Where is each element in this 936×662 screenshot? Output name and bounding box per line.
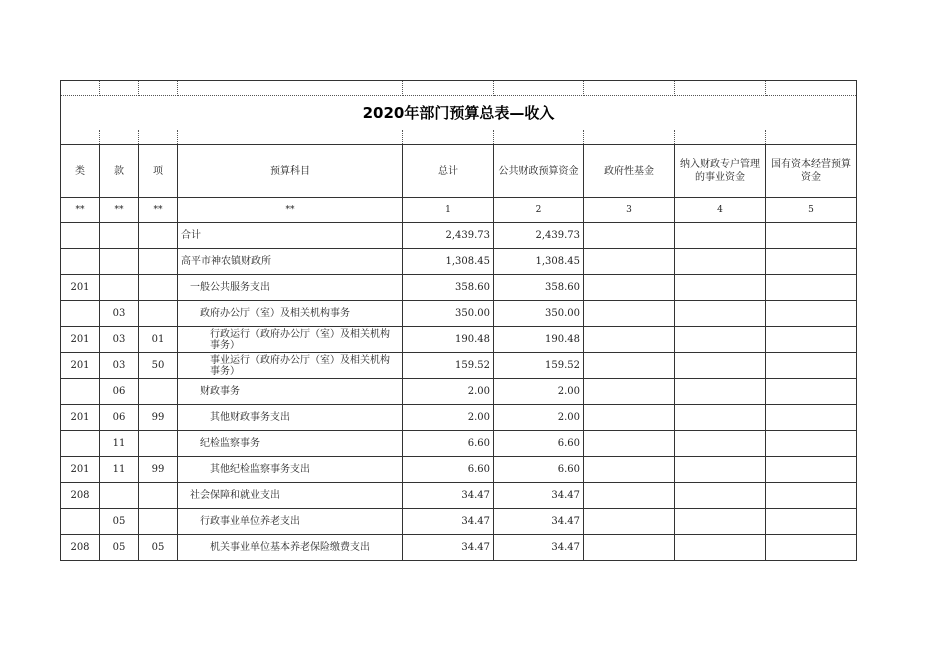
cell-public-budget: 2.00: [494, 405, 584, 431]
table-row: [61, 405, 857, 431]
cell-total: 2,439.73: [403, 223, 494, 249]
cell-state-capital: [766, 249, 857, 275]
cell-subject: 纪检监察事务: [178, 431, 403, 457]
header-public-budget: 公共财政预算资金: [494, 145, 584, 198]
cell-subject: 高平市神农镇财政所: [178, 249, 403, 275]
cell-lei: [61, 379, 100, 405]
cell-xiang: 99: [139, 457, 178, 483]
cell-state-capital: [766, 483, 857, 509]
num-gov-fund: 3: [584, 198, 675, 223]
cell-state-capital: [766, 379, 857, 405]
num-lei: **: [61, 198, 100, 223]
cell-special-fund: [675, 509, 766, 535]
cell-public-budget: 6.60: [494, 457, 584, 483]
cell-lei: [61, 223, 100, 249]
cell-xiang: [139, 301, 178, 327]
cell-xiang: [139, 275, 178, 301]
sheet-title: 2020年部门预算总表—收入: [61, 96, 857, 131]
cell-state-capital: [766, 223, 857, 249]
cell-gov-fund: [584, 249, 675, 275]
cell-public-budget: 190.48: [494, 327, 584, 353]
cell-gov-fund: [584, 275, 675, 301]
cell-state-capital: [766, 509, 857, 535]
cell-public-budget: 358.60: [494, 275, 584, 301]
cell-kuan: 11: [100, 457, 139, 483]
cell-lei: 201: [61, 353, 100, 379]
budget-sheet: [60, 80, 856, 561]
cell-gov-fund: [584, 405, 675, 431]
cell-state-capital: [766, 535, 857, 561]
cell-kuan: [100, 483, 139, 509]
cell-state-capital: [766, 457, 857, 483]
cell-kuan: 06: [100, 405, 139, 431]
cell-subject: 行政运行（政府办公厅（室）及相关机构事务）: [178, 327, 403, 353]
cell-kuan: 03: [100, 353, 139, 379]
header-row: [61, 145, 857, 198]
numbering-row: [61, 198, 857, 223]
cell-total: 1,308.45: [403, 249, 494, 275]
cell-special-fund: [675, 223, 766, 249]
cell-total: 190.48: [403, 327, 494, 353]
cell-lei: 208: [61, 535, 100, 561]
cell-gov-fund: [584, 509, 675, 535]
cell-lei: [61, 301, 100, 327]
cell-subject: 其他财政事务支出: [178, 405, 403, 431]
title-row: [61, 96, 857, 131]
cell-special-fund: [675, 431, 766, 457]
cell-gov-fund: [584, 301, 675, 327]
cell-total: 2.00: [403, 379, 494, 405]
table-row: [61, 457, 857, 483]
cell-special-fund: [675, 301, 766, 327]
cell-subject: 社会保障和就业支出: [178, 483, 403, 509]
table-row: [61, 301, 857, 327]
cell-gov-fund: [584, 379, 675, 405]
cell-subject: 政府办公厅（室）及相关机构事务: [178, 301, 403, 327]
cell-subject: 事业运行（政府办公厅（室）及相关机构事务）: [178, 353, 403, 379]
cell-kuan: 03: [100, 327, 139, 353]
table-row: [61, 509, 857, 535]
cell-state-capital: [766, 353, 857, 379]
cell-public-budget: 34.47: [494, 483, 584, 509]
cell-state-capital: [766, 327, 857, 353]
cell-kuan: 11: [100, 431, 139, 457]
cell-kuan: [100, 223, 139, 249]
cell-subject: 财政事务: [178, 379, 403, 405]
cell-kuan: 06: [100, 379, 139, 405]
num-special-fund: 4: [675, 198, 766, 223]
cell-public-budget: 1,308.45: [494, 249, 584, 275]
cell-public-budget: 34.47: [494, 535, 584, 561]
cell-total: 34.47: [403, 535, 494, 561]
cell-special-fund: [675, 249, 766, 275]
cell-lei: [61, 249, 100, 275]
cell-special-fund: [675, 353, 766, 379]
cell-state-capital: [766, 431, 857, 457]
cell-gov-fund: [584, 535, 675, 561]
header-gov-fund: 政府性基金: [584, 145, 675, 198]
table-row: [61, 535, 857, 561]
cell-xiang: [139, 223, 178, 249]
table-row: [61, 223, 857, 249]
budget-table: [60, 80, 857, 561]
cell-total: 34.47: [403, 483, 494, 509]
num-public-budget: 2: [494, 198, 584, 223]
num-kuan: **: [100, 198, 139, 223]
cell-lei: [61, 431, 100, 457]
cell-kuan: 05: [100, 535, 139, 561]
cell-lei: [61, 509, 100, 535]
cell-gov-fund: [584, 483, 675, 509]
num-total: 1: [403, 198, 494, 223]
cell-total: 350.00: [403, 301, 494, 327]
header-xiang: 项: [139, 145, 178, 198]
cell-public-budget: 350.00: [494, 301, 584, 327]
cell-total: 358.60: [403, 275, 494, 301]
cell-xiang: 99: [139, 405, 178, 431]
cell-xiang: [139, 483, 178, 509]
cell-state-capital: [766, 301, 857, 327]
cell-special-fund: [675, 405, 766, 431]
num-xiang: **: [139, 198, 178, 223]
num-state-capital: 5: [766, 198, 857, 223]
cell-public-budget: 2.00: [494, 379, 584, 405]
cell-gov-fund: [584, 223, 675, 249]
cell-lei: 201: [61, 405, 100, 431]
cell-public-budget: 2,439.73: [494, 223, 584, 249]
cell-special-fund: [675, 457, 766, 483]
cell-total: 2.00: [403, 405, 494, 431]
cell-xiang: [139, 509, 178, 535]
cell-kuan: [100, 275, 139, 301]
cell-special-fund: [675, 535, 766, 561]
cell-subject: 其他纪检监察事务支出: [178, 457, 403, 483]
table-row: [61, 379, 857, 405]
cell-subject: 行政事业单位养老支出: [178, 509, 403, 535]
cell-public-budget: 34.47: [494, 509, 584, 535]
cell-public-budget: 159.52: [494, 353, 584, 379]
cell-subject: 合计: [178, 223, 403, 249]
cell-xiang: [139, 431, 178, 457]
header-kuan: 款: [100, 145, 139, 198]
cell-subject: 一般公共服务支出: [178, 275, 403, 301]
header-state-capital: 国有资本经营预算资金: [766, 145, 857, 198]
cell-lei: 201: [61, 457, 100, 483]
spacer-row: [61, 130, 857, 145]
table-row: [61, 483, 857, 509]
cell-xiang: 01: [139, 327, 178, 353]
cell-subject: 机关事业单位基本养老保险缴费支出: [178, 535, 403, 561]
cell-gov-fund: [584, 431, 675, 457]
cell-xiang: [139, 379, 178, 405]
cell-gov-fund: [584, 327, 675, 353]
cell-total: 6.60: [403, 431, 494, 457]
cell-special-fund: [675, 275, 766, 301]
cell-special-fund: [675, 379, 766, 405]
cell-lei: 208: [61, 483, 100, 509]
table-row: [61, 275, 857, 301]
cell-state-capital: [766, 405, 857, 431]
cell-state-capital: [766, 275, 857, 301]
cell-special-fund: [675, 483, 766, 509]
num-subject: **: [178, 198, 403, 223]
table-row: [61, 249, 857, 275]
cell-gov-fund: [584, 457, 675, 483]
cell-xiang: 05: [139, 535, 178, 561]
cell-total: 6.60: [403, 457, 494, 483]
header-total: 总计: [403, 145, 494, 198]
cell-lei: 201: [61, 327, 100, 353]
table-row: [61, 353, 857, 379]
header-subject: 预算科目: [178, 145, 403, 198]
spacer-row: [61, 81, 857, 96]
header-lei: 类: [61, 145, 100, 198]
cell-special-fund: [675, 327, 766, 353]
table-row: [61, 327, 857, 353]
header-special-fund: 纳入财政专户管理的事业资金: [675, 145, 766, 198]
cell-xiang: [139, 249, 178, 275]
cell-total: 159.52: [403, 353, 494, 379]
cell-xiang: 50: [139, 353, 178, 379]
cell-kuan: [100, 249, 139, 275]
cell-gov-fund: [584, 353, 675, 379]
cell-kuan: 03: [100, 301, 139, 327]
cell-lei: 201: [61, 275, 100, 301]
table-row: [61, 431, 857, 457]
cell-kuan: 05: [100, 509, 139, 535]
cell-public-budget: 6.60: [494, 431, 584, 457]
cell-total: 34.47: [403, 509, 494, 535]
